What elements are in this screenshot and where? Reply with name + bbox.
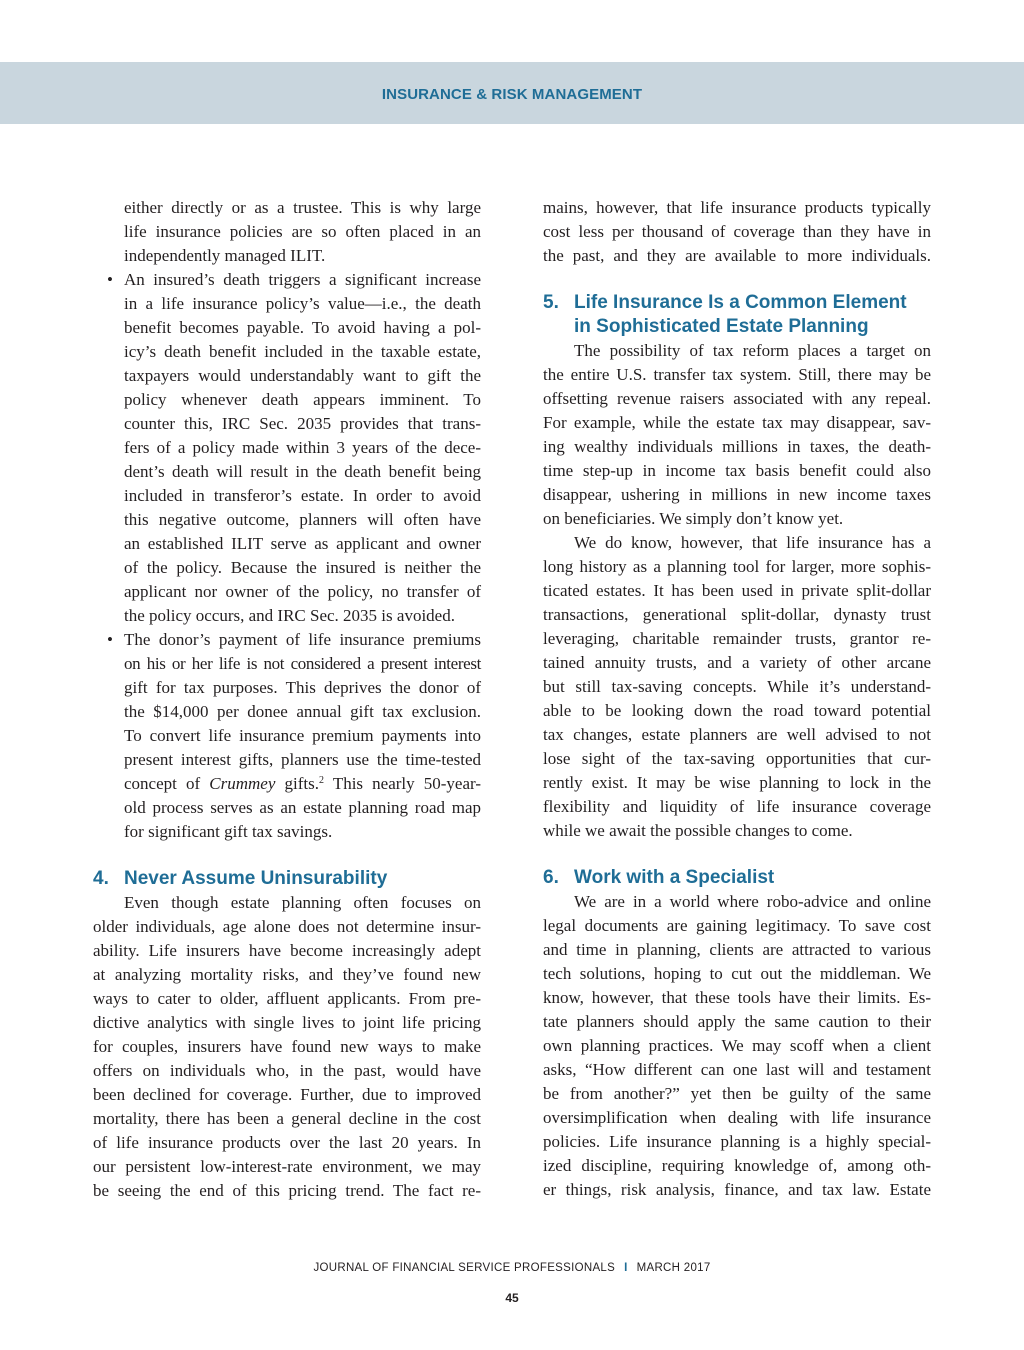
text-line: We do know, however, that life insurance has a	[574, 533, 931, 552]
text-line: icy’s death benefit included in the taxable estate,	[124, 342, 481, 361]
text-line: tax changes, estate planners are well advised to not	[543, 725, 931, 744]
bullet-icon: •	[107, 270, 113, 289]
text-line: long history as a planning tool for larger, more sophis-	[543, 557, 931, 576]
text-line: ability. Life insurers have become increasingly adept	[93, 941, 481, 960]
text-line: while we await the possible changes to come.	[543, 821, 853, 840]
spacer	[543, 843, 931, 866]
section-number: 6.	[543, 867, 559, 888]
text-line: legal documents are gaining legitimacy. To save cost	[543, 916, 931, 935]
section-title: Never Assume Uninsurability	[124, 868, 388, 889]
section-5	[543, 291, 931, 843]
spacer	[93, 844, 481, 867]
text-line: mains, however, that life insurance products typically	[543, 198, 931, 217]
text-line: our persistent low-interest-rate environment, we may	[93, 1157, 481, 1176]
bullet-icon: •	[107, 630, 113, 649]
text-line: in a life insurance policy’s value—i.e., the death	[124, 294, 481, 313]
text-line: mortality, there has been a general decline in the cost	[93, 1109, 481, 1128]
text-line: be seeing the end of this pricing trend. The fact re-	[93, 1181, 481, 1200]
issue-date: MARCH 2017	[636, 1262, 711, 1274]
section-4	[93, 867, 481, 1203]
text-line: cost less per thousand of coverage than they have in	[543, 222, 931, 241]
text-line: concept of Crummey gifts.$^2$ This nearly 50-year-	[124, 774, 481, 793]
text-line: ing wealthy individuals millions in taxes, the death-	[543, 437, 931, 456]
section-5-heading-line2: in Sophisticated Estate Planning	[574, 316, 869, 337]
section-6	[543, 866, 931, 1202]
section-6-heading	[543, 866, 931, 890]
footnote-ref: 2	[319, 775, 324, 786]
text-line: know, however, that these tools have their limits. Es-	[543, 988, 931, 1007]
text-line: • An insured’s death triggers a significant increase	[93, 268, 481, 292]
footer-separator: I	[624, 1262, 628, 1274]
text-line: an established ILIT serve as applicant and owner	[124, 534, 481, 553]
text-line: er things, risk analysis, finance, and tax law. Estate	[543, 1180, 931, 1199]
text-line: been declined for coverage. Further, due to improved	[93, 1085, 481, 1104]
text-line: To convert life insurance premium payments into	[124, 726, 481, 745]
section-5-heading	[543, 291, 931, 315]
text-line: independently managed ILIT.	[124, 246, 326, 265]
text-line: tate planners should apply the same caution to their	[543, 1012, 931, 1031]
text-line: taxpayers would understandably want to gift the	[124, 366, 481, 385]
text-line: of life insurance products over the last 20 years. In	[93, 1133, 481, 1152]
text-line: be from another?” yet then be guilty of the same	[543, 1084, 931, 1103]
text-line: fers of a policy made within 3 years of the dece-	[124, 438, 481, 457]
text-line: this negative outcome, planners will often have	[124, 510, 481, 529]
text-line: The possibility of tax reform places a target on	[574, 341, 931, 360]
spacer	[543, 268, 931, 291]
text-line: either directly or as a trustee. This is why large	[124, 198, 481, 217]
text-line: offers on individuals who, in the past, would have	[93, 1061, 481, 1080]
text-line: gift for tax purposes. This deprives the donor of	[124, 678, 481, 697]
text-line: own planning practices. We may scoff when a client	[543, 1036, 931, 1055]
page-number: 45	[505, 1291, 519, 1305]
text-line: the entire U.S. transfer tax system. Still, there may be	[543, 365, 931, 384]
text-line: ticated estates. It has been used in private split-dollar	[543, 581, 931, 600]
text-line: offsetting revenue raisers associated with any repeal.	[543, 389, 931, 408]
text-line: disappear, ushering in millions in new income taxes	[543, 485, 931, 504]
text-line: asks, “How different can one last will and testament	[543, 1060, 931, 1079]
text-line: benefit becomes payable. To avoid having a pol-	[124, 318, 481, 337]
text-line: the $14,000 per donee annual gift tax exclusion.	[124, 702, 481, 721]
text-line: of the policy. Because the insured is neither the	[124, 558, 481, 577]
text-line: For example, while the estate tax may disappear, sav-	[543, 413, 931, 432]
text-line: policy whenever death appears imminent. To	[124, 390, 481, 409]
text-line: the past, and they are available to more individuals.	[543, 246, 931, 265]
left-column	[93, 196, 481, 1203]
bullet-item-premium-gifts	[93, 628, 481, 844]
section-number: 4.	[93, 868, 109, 889]
section-title: Life Insurance Is a Common Element	[574, 292, 907, 313]
text-line: We are in a world where robo-advice and online	[574, 892, 931, 911]
text-line: tained annuity trusts, and a variety of other arcane	[543, 653, 931, 672]
text-line: flexibility and liquidity of life insurance coverage	[543, 797, 931, 816]
text-line: time step-up in income tax basis benefit could also	[543, 461, 931, 480]
right-column	[543, 196, 931, 1202]
text-line: older individuals, age alone does not determine insur-	[93, 917, 481, 936]
text-line: leveraging, charitable remainder trusts, grantor re-	[543, 629, 931, 648]
text-line: able to be looking down the road toward potential	[543, 701, 931, 720]
page-footer	[0, 1262, 1024, 1274]
section-title: INSURANCE & RISK MANAGEMENT	[381, 86, 643, 103]
right-intro	[543, 196, 931, 268]
text-line: dent’s death will result in the death benefit being	[124, 462, 481, 481]
text-line: applicant nor owner of the policy, no transfer of	[124, 582, 481, 601]
text-line: but still tax-saving concepts. While it’s understand-	[543, 677, 931, 696]
text-line: present interest gifts, planners use the time-tested	[124, 750, 481, 769]
section-number: 5.	[543, 292, 559, 313]
text-line: on beneficiaries. We simply don’t know yet.	[543, 509, 844, 528]
section-4-heading	[93, 867, 481, 891]
journal-name: JOURNAL OF FINANCIAL SERVICE PROFESSIONALS	[313, 1262, 616, 1274]
text-line: old process serves as an estate planning road map	[124, 798, 481, 817]
text-line: Even though estate planning often focuses on	[124, 893, 481, 912]
text-line: for significant gift tax savings.	[124, 822, 333, 841]
text-line: and time in planning, clients are attracted to various	[543, 940, 931, 959]
text-line: counter this, IRC Sec. 2035 provides that trans-	[124, 414, 481, 433]
text-line: • The donor’s payment of life insurance premiums	[93, 628, 481, 652]
text-line: lose sight of the tax-saving opportunities that cur-	[543, 749, 931, 768]
text-line: oversimplification when dealing with life insurance	[543, 1108, 931, 1127]
text-line: ized discipline, requiring knowledge of, among oth-	[543, 1156, 931, 1175]
text-line: the policy occurs, and IRC Sec. 2035 is avoided.	[124, 606, 455, 625]
text-line: policies. Life insurance planning is a highly special-	[543, 1132, 931, 1151]
left-intro	[93, 196, 481, 268]
text-line: life insurance policies are so often placed in an	[124, 222, 481, 241]
text-line: tech solutions, hoping to cut out the middleman. We	[543, 964, 931, 983]
text-line: ways to cater to older, affluent applicants. From pre-	[93, 989, 481, 1008]
text-line: rently exist. It may be wise planning to lock in the	[543, 773, 931, 792]
text-line: transactions, generational split-dollar, dynasty trust	[543, 605, 931, 624]
text-line: included in transferor’s estate. In order to avoid	[124, 486, 481, 505]
text-line: on his or her life is not considered a present interest	[124, 654, 481, 673]
bullet-item-death-benefit	[93, 268, 481, 628]
section-title: Work with a Specialist	[574, 867, 775, 888]
text-line: for couples, insurers have found new ways to make	[93, 1037, 481, 1056]
text-line: dictive analytics with single lives to joint life pricing	[93, 1013, 481, 1032]
crummey-italic: Crummey	[209, 774, 276, 793]
text-line: at analyzing mortality risks, and they’ve found new	[93, 965, 481, 984]
